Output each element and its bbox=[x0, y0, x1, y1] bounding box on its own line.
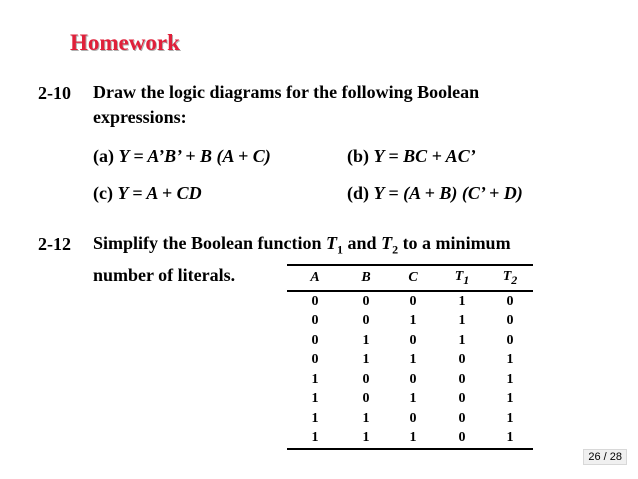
header-t1: $T_1$ bbox=[437, 265, 487, 291]
function-t2-letter: T bbox=[381, 233, 393, 253]
problem-2-12-line1 bbox=[93, 231, 511, 263]
table-cell: 0 bbox=[362, 293, 370, 309]
problem-2-12-and: and bbox=[343, 233, 382, 253]
table-cell: 1 bbox=[506, 352, 514, 368]
expression-c-label: (c) bbox=[93, 183, 113, 203]
table-row bbox=[287, 351, 533, 371]
table-cell: 0 bbox=[437, 429, 487, 450]
table-cell: 1 bbox=[487, 429, 533, 450]
table-row bbox=[287, 390, 533, 410]
table-cell: 1 bbox=[506, 371, 514, 387]
table-cell: 0 bbox=[458, 371, 466, 387]
table-cell: 0 bbox=[409, 410, 417, 426]
expression-d-formula: Y = (A + B) (C’ + D) bbox=[373, 183, 523, 203]
expression-a bbox=[93, 146, 271, 167]
table-row bbox=[287, 331, 533, 351]
problem-2-12-text-a: Simplify the Boolean function bbox=[93, 233, 327, 253]
table-cell: 0 bbox=[458, 391, 466, 407]
table-cell: 1 bbox=[287, 429, 343, 450]
table-cell: 0 bbox=[506, 293, 514, 309]
table-cell: 1 bbox=[506, 391, 514, 407]
table-cell: 1 bbox=[362, 410, 370, 426]
problem-2-10-line2: expressions: bbox=[93, 107, 187, 127]
expression-c bbox=[93, 183, 202, 204]
table-cell: 0 bbox=[311, 352, 319, 368]
table-row bbox=[287, 370, 533, 390]
table-row bbox=[287, 429, 533, 450]
table-cell: 0 bbox=[362, 313, 370, 329]
table-cell: 0 bbox=[458, 352, 466, 368]
problem-2-12-text-b: to a minimum bbox=[398, 233, 511, 253]
header-t2: $T_2$ bbox=[487, 265, 533, 291]
table-cell: 1 bbox=[311, 410, 319, 426]
truth-table bbox=[287, 264, 533, 450]
table-cell: 0 bbox=[311, 332, 319, 348]
table-row bbox=[287, 409, 533, 429]
header-b: B bbox=[343, 265, 389, 291]
table-cell: 1 bbox=[362, 352, 370, 368]
table-cell: 1 bbox=[343, 429, 389, 450]
expression-b-formula: Y = BC + AC’ bbox=[373, 146, 476, 166]
problem-2-12-line2: number of literals. bbox=[93, 264, 236, 285]
problem-2-10-line1: Draw the logic diagrams for the following Boolean bbox=[93, 82, 480, 102]
function-t2-subscript: 2 bbox=[392, 242, 399, 257]
table-cell: 1 bbox=[389, 429, 437, 450]
problem-2-10-text bbox=[93, 80, 479, 130]
table-cell: 1 bbox=[409, 313, 417, 329]
table-cell: 1 bbox=[458, 293, 466, 309]
header-a: A bbox=[287, 265, 343, 291]
table-cell: 0 bbox=[409, 293, 417, 309]
function-t1-letter: T bbox=[326, 233, 338, 253]
table-cell: 1 bbox=[362, 332, 370, 348]
table-cell: 0 bbox=[362, 391, 370, 407]
table-cell: 1 bbox=[458, 332, 466, 348]
problem-number-2-10: 2-10 bbox=[38, 83, 71, 103]
expression-c-formula: Y = A + CD bbox=[117, 183, 202, 203]
slide-title: Homework bbox=[70, 30, 180, 55]
table-cell: 1 bbox=[311, 391, 319, 407]
table-cell: 0 bbox=[311, 293, 319, 309]
page-number: 26 / 28 bbox=[583, 449, 627, 465]
function-t1-subscript: 1 bbox=[337, 242, 344, 257]
table-row bbox=[287, 291, 533, 312]
table-cell: 1 bbox=[409, 391, 417, 407]
table-cell: 0 bbox=[311, 313, 319, 329]
table-cell: 0 bbox=[362, 371, 370, 387]
table-cell: 1 bbox=[506, 410, 514, 426]
table-row bbox=[287, 312, 533, 332]
expression-b bbox=[347, 146, 476, 167]
expression-d-label: (d) bbox=[347, 183, 369, 203]
table-cell: 0 bbox=[506, 313, 514, 329]
problem-number-2-12: 2-12 bbox=[38, 234, 71, 254]
table-cell: 0 bbox=[409, 371, 417, 387]
expression-a-label: (a) bbox=[93, 146, 114, 166]
table-cell: 1 bbox=[458, 313, 466, 329]
table-cell: 0 bbox=[409, 332, 417, 348]
table-cell: 1 bbox=[409, 352, 417, 368]
expression-d bbox=[347, 183, 523, 204]
table-cell: 0 bbox=[506, 332, 514, 348]
expression-b-label: (b) bbox=[347, 146, 369, 166]
table-cell: 0 bbox=[458, 410, 466, 426]
truth-table-header-row bbox=[287, 265, 533, 291]
header-c: C bbox=[389, 265, 437, 291]
table-cell: 1 bbox=[311, 371, 319, 387]
expression-a-formula: Y = A’B’ + B (A + C) bbox=[118, 146, 271, 166]
